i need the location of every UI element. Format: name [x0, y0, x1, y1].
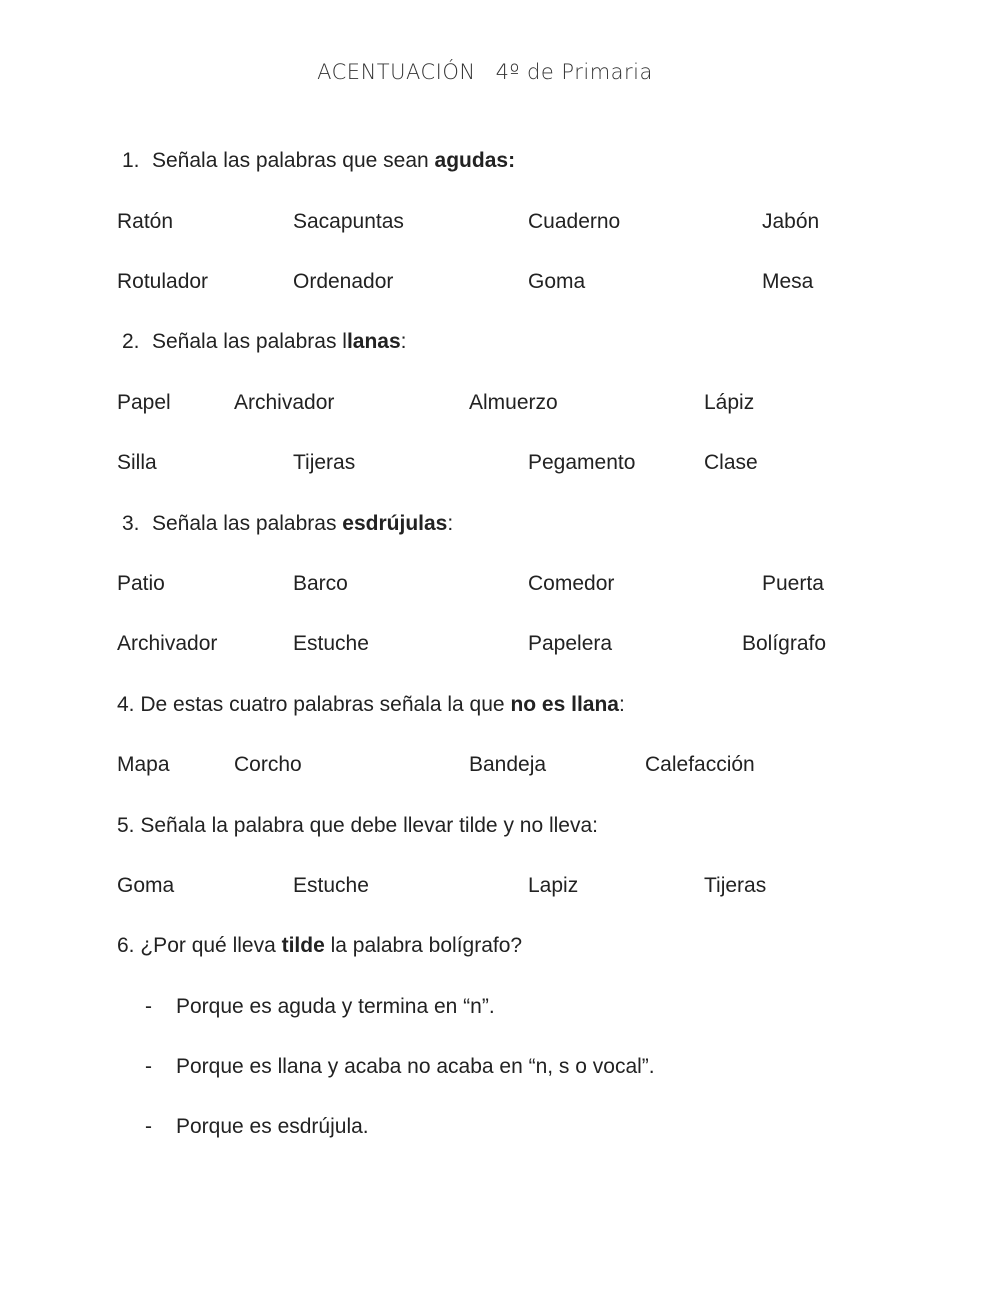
word-option[interactable]: Archivador: [117, 632, 218, 655]
word-option[interactable]: Almuerzo: [469, 391, 558, 414]
word-option[interactable]: Lapiz: [528, 874, 579, 897]
question-4: 4. De estas cuatro palabras señala la que no es llana:: [117, 693, 625, 716]
bullet-dash: -: [145, 995, 152, 1018]
title-main: ACENTUACIÓN: [317, 60, 476, 84]
word-option[interactable]: Tijeras: [704, 874, 767, 897]
word-option[interactable]: Ratón: [117, 210, 174, 233]
question-number: 3.: [122, 512, 140, 535]
word-option[interactable]: Mapa: [117, 753, 170, 776]
question-number: 2.: [122, 330, 140, 353]
word-option[interactable]: Mesa: [762, 270, 814, 293]
word-option[interactable]: Cuaderno: [528, 210, 621, 233]
word-option[interactable]: Papelera: [528, 632, 613, 655]
word-option[interactable]: Calefacción: [645, 753, 755, 776]
question-number: 6.: [117, 934, 135, 957]
question-6: 6. ¿Por qué lleva tilde la palabra bolígrafo?: [117, 934, 523, 957]
word-option[interactable]: Lápiz: [704, 391, 755, 414]
word-option[interactable]: Patio: [117, 572, 165, 595]
word-option[interactable]: Pegamento: [528, 451, 636, 474]
word-option[interactable]: Corcho: [234, 753, 302, 776]
question-number: 1.: [122, 149, 140, 172]
word-option[interactable]: Puerta: [762, 572, 824, 595]
question-1: 1. Señala las palabras que sean agudas:: [122, 149, 516, 172]
word-option[interactable]: Estuche: [293, 632, 369, 655]
word-option[interactable]: Goma: [117, 874, 175, 897]
bullet-dash: -: [145, 1055, 152, 1078]
word-option[interactable]: Barco: [293, 572, 348, 595]
word-option[interactable]: Estuche: [293, 874, 369, 897]
word-option[interactable]: Goma: [528, 270, 586, 293]
word-option[interactable]: Comedor: [528, 572, 615, 595]
question-5: 5. Señala la palabra que debe llevar tilde y no lleva:: [117, 814, 599, 837]
word-option[interactable]: Archivador: [234, 391, 335, 414]
word-option[interactable]: Clase: [704, 451, 758, 474]
word-option[interactable]: Sacapuntas: [293, 210, 404, 233]
bullet-dash: -: [145, 1115, 152, 1138]
word-option[interactable]: Jabón: [762, 210, 820, 233]
word-option[interactable]: Silla: [117, 451, 157, 474]
word-option[interactable]: Rotulador: [117, 270, 209, 293]
question-2: 2. Señala las palabras llanas:: [122, 330, 407, 353]
word-option[interactable]: Papel: [117, 391, 171, 414]
question-3: 3. Señala las palabras esdrújulas:: [122, 512, 454, 535]
question-number: 4.: [117, 693, 135, 716]
word-option[interactable]: Ordenador: [293, 270, 394, 293]
answer-option[interactable]: - Porque es llana y acaba no acaba en “n, s o vocal”.: [145, 1055, 655, 1078]
answer-option[interactable]: - Porque es aguda y termina en “n”.: [145, 995, 495, 1018]
worksheet-title: [0, 60, 970, 84]
answer-option[interactable]: - Porque es esdrújula.: [145, 1115, 369, 1138]
question-number: 5.: [117, 814, 135, 837]
title-sub: 4º de Primaria: [495, 60, 653, 84]
word-option[interactable]: Bolígrafo: [742, 632, 827, 655]
word-option[interactable]: Tijeras: [293, 451, 356, 474]
word-option[interactable]: Bandeja: [469, 753, 547, 776]
